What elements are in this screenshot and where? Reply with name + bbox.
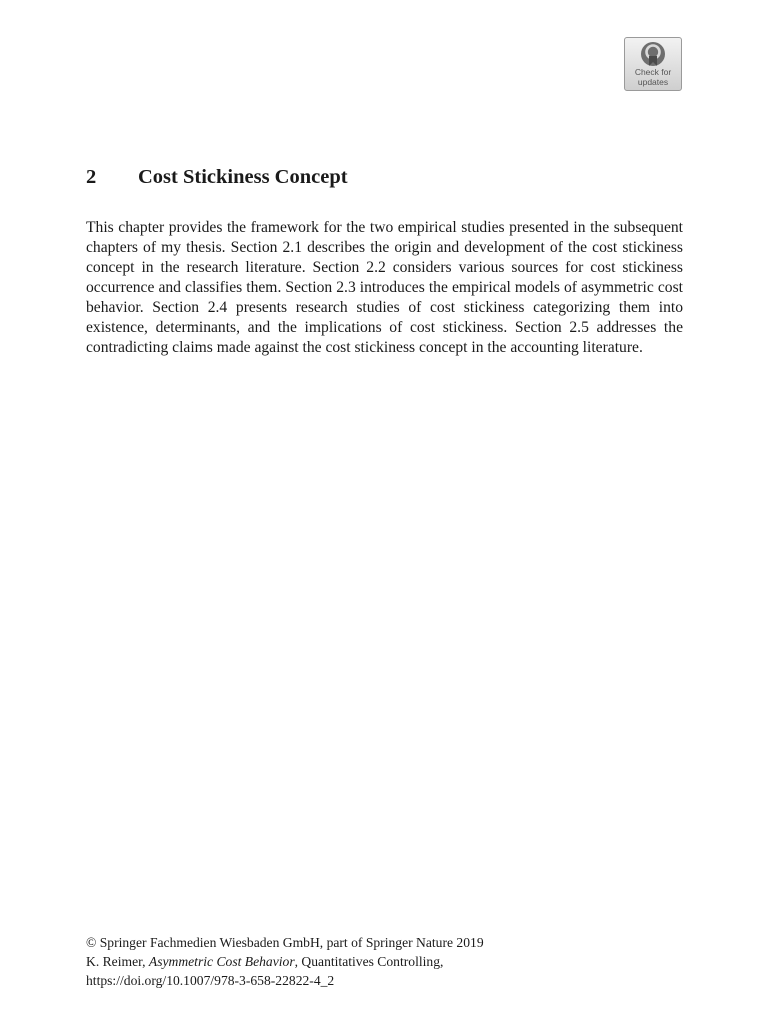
check-for-updates-badge[interactable]	[624, 37, 682, 91]
badge-label-line1: Check for	[634, 67, 672, 77]
doi-link[interactable]: https://doi.org/10.1007/978-3-658-22822-4_2	[86, 973, 335, 988]
footer-citation	[86, 933, 686, 990]
series-name: , Quantitatives Controlling,	[294, 954, 444, 969]
author-name: K. Reimer,	[86, 954, 149, 969]
chapter-number: 2	[86, 166, 97, 188]
citation-line	[86, 952, 686, 971]
crossmark-icon	[640, 41, 666, 67]
chapter-intro-paragraph: This chapter provides the framework for the two empirical studies presented in the subsequent chapters of my thesis. Section 2.1 describes the origin and development of the cost stickiness concept in the research literature. Section 2.2 considers various sources for cost stickiness occurrence and classifies them. Section 2.3 introduces the empirical models of asymmetric cost behavior. Section 2.4 presents research studies of cost stickiness categorizing them into existence, determinants, and the implications of cost stickiness. Section 2.5 addresses the contradicting claims made against the cost stickiness concept in the accounting literature.	[86, 219, 683, 356]
book-title: Asymmetric Cost Behavior	[148, 954, 295, 969]
badge-label-line2: updates	[637, 76, 669, 87]
copyright-line: © Springer Fachmedien Wiesbaden GmbH, part of Springer Nature 2019	[86, 935, 484, 950]
chapter-title: Cost Stickiness Concept	[138, 166, 348, 188]
chapter-heading	[86, 164, 348, 190]
